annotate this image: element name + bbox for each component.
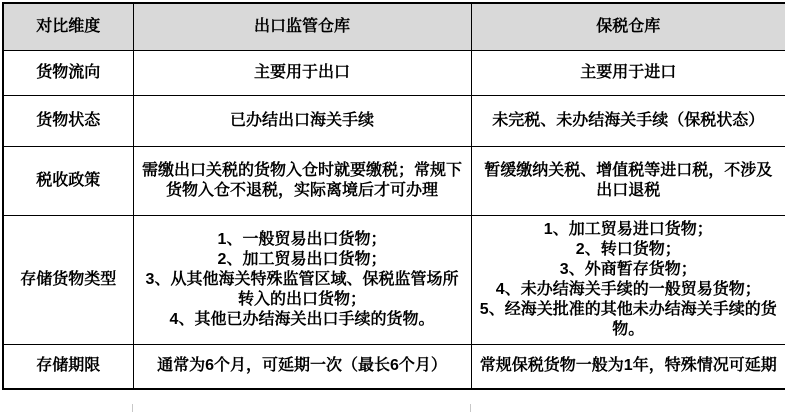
cutoff-row-divider-2 (470, 404, 471, 412)
bonded-type-item-1: 1、加工贸易进口货物； (543, 220, 713, 238)
cell-cargo-types-bonded (471, 215, 785, 344)
export-type-item-3: 3、从其他海关特殊监管区域、保税监管场所转入的出口货物； (145, 270, 459, 308)
row-label-cargo-flow: 货物流向 (3, 50, 133, 95)
table-header-row (3, 3, 785, 50)
bonded-type-item-5: 5、经海关批准的其他未办结海关手续的货物。 (479, 300, 777, 338)
cell-cargo-flow-bonded: 主要用于进口 (471, 50, 785, 95)
bonded-type-item-4: 4、未办结海关手续的一般贸易货物； (495, 280, 761, 298)
table-row-cargo-status (3, 95, 785, 146)
cutoff-row-divider-1 (132, 404, 133, 412)
cell-cargo-status-export: 已办结出口海关手续 (133, 95, 471, 146)
row-label-cargo-types: 存储货物类型 (3, 215, 133, 344)
export-type-item-2: 2、加工贸易出口货物； (217, 250, 387, 268)
cell-tax-policy-export: 需缴出口关税的货物入仓时就要缴税；常规下货物入仓不退税，实际离境后才可办理 (133, 146, 471, 215)
header-cell-bonded-warehouse: 保税仓库 (471, 3, 785, 50)
bonded-type-item-2: 2、转口货物； (575, 240, 681, 258)
row-label-cargo-status: 货物状态 (3, 95, 133, 146)
header-cell-dimension: 对比维度 (3, 3, 133, 50)
table-row-storage-period (3, 344, 785, 389)
cell-cargo-flow-export: 主要用于出口 (133, 50, 471, 95)
header-cell-export-warehouse: 出口监管仓库 (133, 3, 471, 50)
export-type-item-1: 1、一般贸易出口货物； (217, 230, 387, 248)
row-label-storage-period: 存储期限 (3, 344, 133, 389)
cell-storage-period-bonded: 常规保税货物一般为1年，特殊情况可延期 (471, 344, 785, 389)
cell-tax-policy-bonded: 暂缓缴纳关税、增值税等进口税，不涉及出口退税 (471, 146, 785, 215)
cell-cargo-types-export (133, 215, 471, 344)
cell-cargo-status-bonded: 未完税、未办结海关手续（保税状态） (471, 95, 785, 146)
table-row-cargo-types (3, 215, 785, 344)
cell-storage-period-export: 通常为6个月，可延期一次（最长6个月） (133, 344, 471, 389)
table-row-tax-policy (3, 146, 785, 215)
table-row-cargo-flow (3, 50, 785, 95)
export-type-item-4: 4、其他已办结海关出口手续的货物。 (169, 310, 435, 328)
bonded-type-item-3: 3、外商暂存货物； (559, 260, 697, 278)
row-label-tax-policy: 税收政策 (3, 146, 133, 215)
warehouse-comparison-table (2, 2, 785, 390)
